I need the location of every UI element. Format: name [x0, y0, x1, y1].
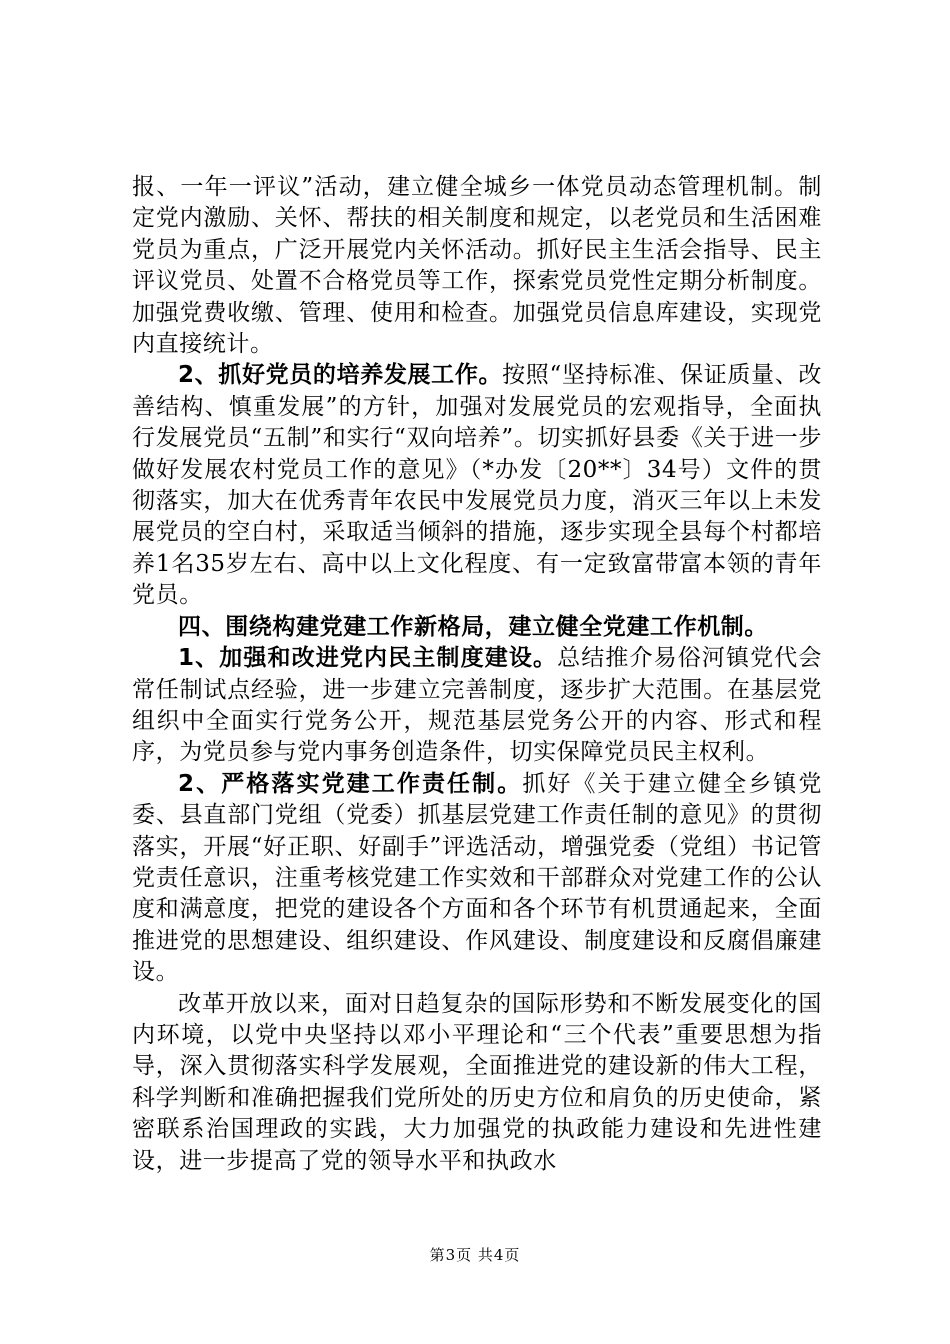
section-heading: 四、围绕构建党建工作新格局，建立健全党建工作机制。 [178, 613, 768, 640]
paragraph-heading: 1、加强和改进党内民主制度建设。 [178, 645, 558, 672]
page-number-footer: 第3页 共4页 [429, 1246, 521, 1264]
paragraph-heading: 2、抓好党员的培养发展工作。 [178, 362, 503, 389]
paragraph-text: 报、一年一评议”活动，建立健全城乡一体党员动态管理机制。制定党内激励、关怀、帮扶的相关制度和规定，以老党员和生活困难党员为重点，广泛开展党内关怀活动。抓好民主生活会指导、民主评议党员、处置不合格党员等工作，探索党员党性定期分析制度。加强党费收缴、管理、使用和检查。加强党员信息库建设，实现党内直接统计。 [132, 174, 822, 358]
paragraph-inner-party-democracy [132, 643, 822, 769]
section-heading-four [132, 612, 822, 643]
paragraph-responsibility-system [132, 769, 822, 989]
document-body [132, 172, 822, 1177]
paragraph-heading: 2、严格落实党建工作责任制。 [178, 770, 523, 797]
paragraph-text: 按照“坚持标准、保证质量、改善结构、慎重发展”的方针，加强对发展党员的宏观指导，全面执行发展党员“五制”和实行“双向培养”。切实抓好县委《关于进一步做好发展农村党员工作的意见》（*办发〔20**〕34号）文件的贯彻落实，加大在优秀青年农民中发展党员力度，消灭三年以上未发展党员的空白村，采取适当倾斜的措施，逐步实现全县每个村都培养1名35岁左右、高中以上文化程度、有一定致富带富本领的青年党员。 [132, 362, 822, 609]
paragraph-reform-opening [132, 989, 822, 1177]
paragraph-text: 改革开放以来，面对日趋复杂的国际形势和不断发展变化的国内环境，以党中央坚持以邓小平理论和“三个代表”重要思想为指导，深入贯彻落实科学发展观，全面推进党的建设新的伟大工程，科学判断和准确把握我们党所处的历史方位和肩负的历史使命，紧密联系治国理政的实践，大力加强党的执政能力建设和先进性建设，进一步提高了党的领导水平和执政水 [132, 990, 822, 1174]
paragraph-text: 抓好《关于建立健全乡镇党委、县直部门党组（党委）抓基层党建工作责任制的意见》的贯彻落实，开展“好正职、好副手”评选活动，增强党委（党组）书记管党责任意识，注重考核党建工作实效和干部群众对党建工作的公认度和满意度，把党的建设各个方面和各个环节有机贯通起来，全面推进党的思想建设、组织建设、作风建设、制度建设和反腐倡廉建设。 [132, 770, 822, 986]
paragraph-text: 总结推介易俗河镇党代会常任制试点经验，进一步建立完善制度，逐步扩大范围。在基层党组织中全面实行党务公开，规范基层党务公开的内容、形式和程序，为党员参与党内事务创造条件，切实保障党员民主权利。 [132, 645, 822, 766]
paragraph-continuation [132, 172, 822, 360]
paragraph-party-member-development [132, 360, 822, 611]
